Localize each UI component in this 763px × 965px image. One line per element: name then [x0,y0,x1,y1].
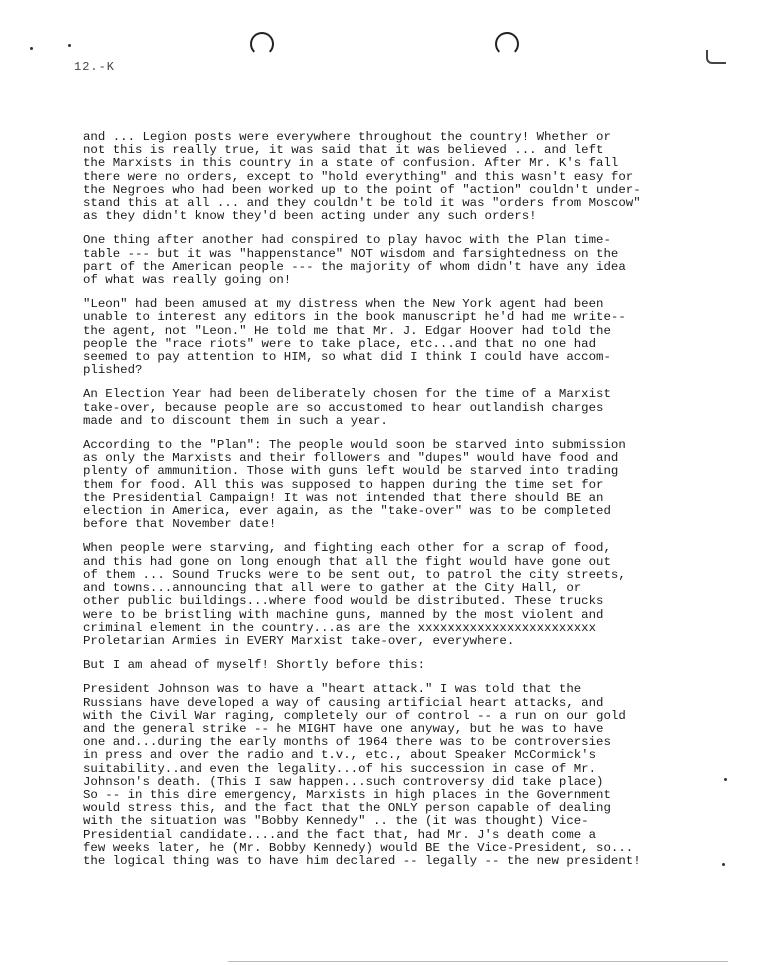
text-line: stand this at all ... and they couldn't be told it was "orders from Moscow" [83,196,641,211]
text-line: When people were starving, and fighting each other for a scrap of food, [83,541,611,556]
text-line: take-over, because people are so accustomed to hear outlandish charges [83,400,604,415]
text-line: An Election Year had been deliberately chosen for the time of a Marxist [83,387,611,402]
text-line: One thing after another had conspired to play havoc with the Plan time- [83,233,611,248]
text-line: Russians have developed a way of causing artificial heart attacks, and [83,695,604,710]
paragraph [83,234,723,287]
text-line: and towns...announcing that all were to gather at the City Hall, or [83,581,582,596]
text-line: the Negroes who had been worked up to the point of "action" couldn't under- [83,182,641,197]
text-line: not this is really true, it was said that it was believed ... and left [83,143,604,158]
corner-mark [706,50,726,64]
text-line: table --- but it was "happenstance" NOT wisdom and farsightedness on the [83,246,619,261]
text-line: and the general strike -- he MIGHT have one anyway, but he was to have [83,721,604,736]
binder-hole-mark-right [495,32,519,56]
text-line: with the situation was "Bobby Kennedy" .. the (it was thought) Vice- [83,814,589,829]
paragraph [83,659,723,672]
text-line: But I am ahead of myself! Shortly before this: [83,658,426,673]
text-line: and this had gone on long enough that all the fight would have gone out [83,554,611,569]
text-line: would stress this, and the fact that the ONLY person capable of dealing [83,801,611,816]
text-line: in press and over the radio and t.v., etc., about Speaker McCormick's [83,748,597,763]
text-line: According to the "Plan": The people would soon be starved into submission [83,438,626,453]
text-line: one and...during the early months of 1964 there was to be controversies [83,735,611,750]
paragraph [83,542,723,648]
text-line: of them ... Sound Trucks were to be sent out, to patrol the city streets, [83,567,626,582]
text-line: election in America, ever again, as the "take-over" was to be completed [83,504,611,519]
text-line: people the "race riots" were to take place, etc...and that no one had [83,336,597,351]
paragraph [83,131,723,223]
text-line: unable to interest any editors in the book manuscript he'd had me write-- [83,310,626,325]
paragraph [83,683,723,868]
page-number: 12.-K [74,60,116,74]
text-line: of what was really going on! [83,273,292,288]
text-line: President Johnson was to have a "heart attack." I was told that the [83,682,582,697]
text-line: "Leon" had been amused at my distress when the New York agent had been [83,297,604,312]
text-line: seemed to pay attention to HIM, so what did I think I could have accom- [83,350,611,365]
text-line: part of the American people --- the majority of whom didn't have any idea [83,259,626,274]
text-line: plished? [83,363,143,378]
text-line: them for food. All this was supposed to happen during the time set for [83,477,604,492]
scan-speck [30,47,33,50]
text-line: as only the Marxists and their followers and "dupes" would have food and [83,451,619,466]
text-line: the logical thing was to have him declared -- legally -- the new president! [83,853,641,868]
text-line: were to be bristling with machine guns, manned by the most violent and [83,607,604,622]
paragraph [83,439,723,531]
text-line: other public buildings...where food would be distributed. These trucks [83,594,604,609]
text-line: the Presidential Campaign! It was not intended that there should BE an [83,490,604,505]
bottom-edge-line [228,961,728,962]
text-line: few weeks later, he (Mr. Bobby Kennedy) would BE the Vice-President, so... [83,840,634,855]
paragraph [83,388,723,428]
text-line: as they didn't know they'd been acting under any such orders! [83,209,537,224]
paragraph [83,298,723,377]
binder-hole-mark-left [250,32,274,56]
text-line: and ... Legion posts were everywhere throughout the country! Whether or [83,130,611,144]
text-line: plenty of ammunition. Those with guns left would be starved into trading [83,464,619,479]
text-line: there were no orders, except to "hold everything" and this wasn't easy for [83,169,634,184]
text-line: Johnson's death. (This I saw happen...such controversy did take place) [83,774,604,789]
text-line: So -- in this dire emergency, Marxists in high places in the Government [83,787,611,802]
text-line: suitability..and even the legality...of his succession in case of Mr. [83,761,597,776]
text-line: Proletarian Armies in EVERY Marxist take-over, everywhere. [83,633,515,648]
text-line: criminal element in the country...as are the xxxxxxxxxxxxxxxxxxxxxxxx [83,620,597,635]
text-line: Presidential candidate....and the fact that, had Mr. J's death come a [83,827,597,842]
scan-speck [724,778,727,781]
text-line: made and to discount them in such a year. [83,413,388,428]
text-line: with the Civil War raging, completely our of control -- a run on our gold [83,708,626,723]
text-line: before that November date! [83,517,277,532]
text-line: the Marxists in this country in a state of confusion. After Mr. K's fall [83,156,619,171]
text-line: the agent, not "Leon." He told me that Mr. J. Edgar Hoover had told the [83,323,611,338]
scan-speck [68,44,71,47]
body-text [83,131,723,879]
